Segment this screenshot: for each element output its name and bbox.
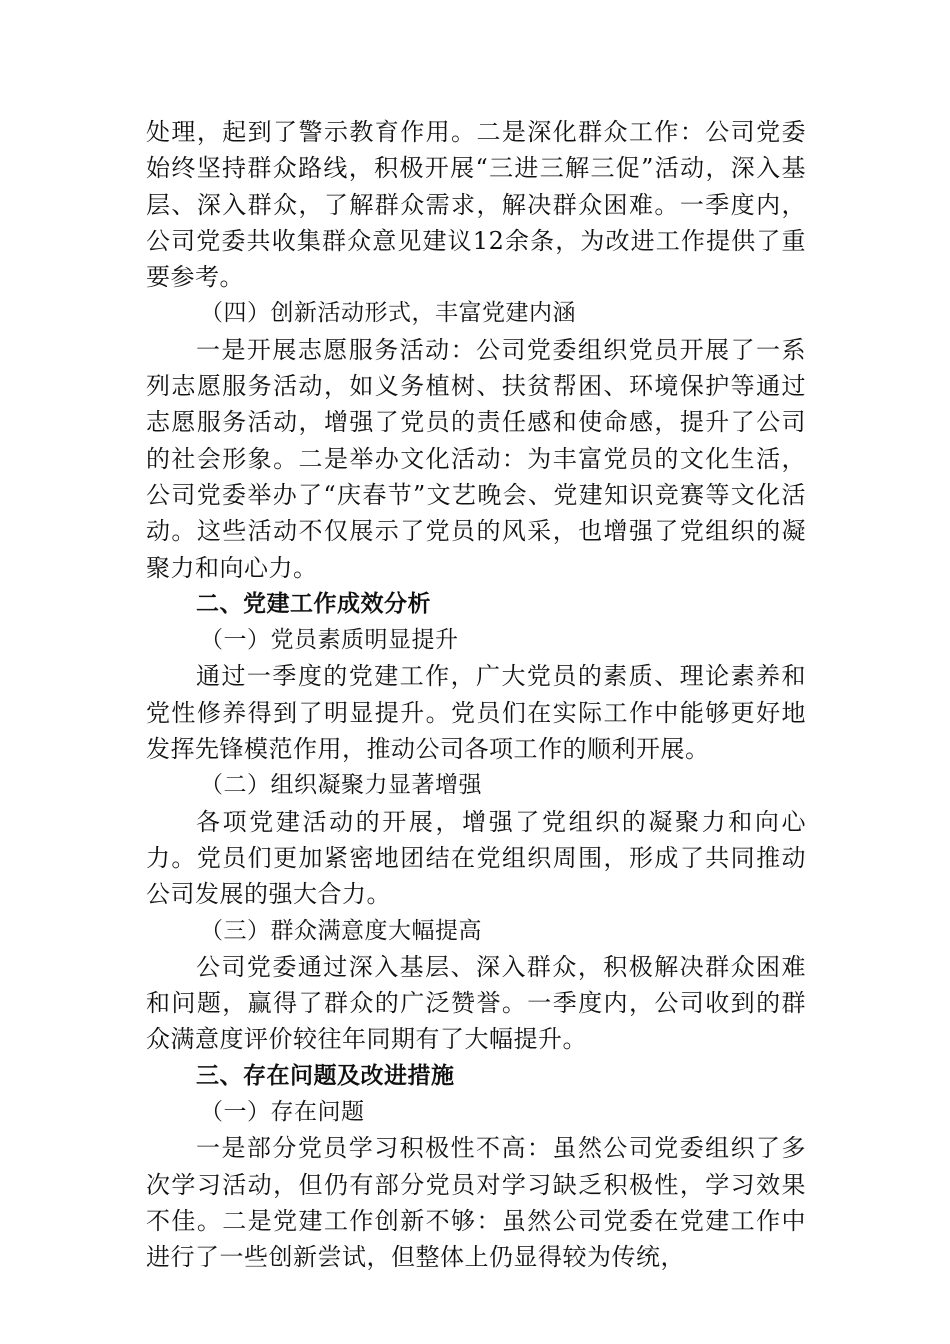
subsection-heading: （四）创新活动形式，丰富党建内涵 [200, 300, 576, 327]
section-heading: 三、存在问题及改进措施 [196, 1062, 455, 1089]
paragraph: 通过一季度的党建工作，广大党员的素质、理论素养和党性修养得到了明显提升。党员们在实际工作中能够更好地发挥先锋模范作用，推动公司各项工作的顺利开展。 [146, 662, 806, 764]
paragraph: 公司党委通过深入基层、深入群众，积极解决群众困难和问题，赢得了群众的广泛赞誉。一季度内，公司收到的群众满意度评价较往年同期有了大幅提升。 [146, 952, 806, 1054]
subsection-heading: （一）党员素质明显提升 [200, 627, 459, 654]
section-heading: 二、党建工作成效分析 [196, 590, 431, 617]
subsection-heading: （三）群众满意度大幅提高 [200, 917, 482, 944]
paragraph: 各项党建活动的开展，增强了党组织的凝聚力和向心力。党员们更加紧密地团结在党组织周围，形成了共同推动公司发展的强大合力。 [146, 807, 806, 909]
paragraph: 一是部分党员学习积极性不高：虽然公司党委组织了多次学习活动，但仍有部分党员对学习缺乏积极性，学习效果不佳。二是党建工作创新不够：虽然公司党委在党建工作中进行了一些创新尝试，但整体上仍显得较为传统， [146, 1134, 806, 1272]
paragraph: 一是开展志愿服务活动：公司党委组织党员开展了一系列志愿服务活动，如义务植树、扶贫帮困、环境保护等通过志愿服务活动，增强了党员的责任感和使命感，提升了公司的社会形象。二是举办文化活动：为丰富党员的文化生活，公司党委举办了“庆春节”文艺晚会、党建知识竞赛等文化活动。这些活动不仅展示了党员的风采，也增强了党组织的凝聚力和向心力。 [146, 335, 806, 582]
subsection-heading: （一）存在问题 [200, 1099, 365, 1126]
paragraph: 处理，起到了警示教育作用。二是深化群众工作：公司党委始终坚持群众路线，积极开展“三进三解三促”活动，深入基层、深入群众，了解群众需求，解决群众困难。一季度内，公司党委共收集群众意见建议12余条，为改进工作提供了重要参考。 [146, 118, 806, 292]
subsection-heading: （二）组织凝聚力显著增强 [200, 772, 482, 799]
document-page [146, 114, 806, 1276]
